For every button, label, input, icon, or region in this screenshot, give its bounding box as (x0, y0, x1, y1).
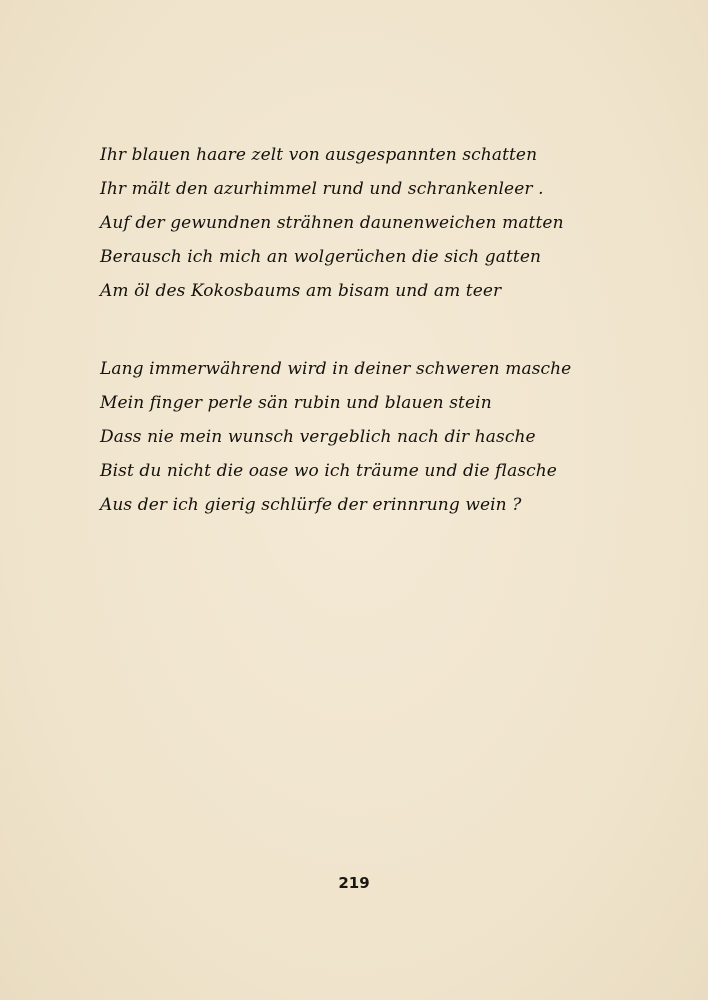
poem-line: Aus der ich gierig schlürfe der erinnrung wein ? (100, 495, 522, 515)
poem-line: Auf der gewundnen strähnen daunenweichen matten (100, 213, 564, 233)
poem-line: Dass nie mein wunsch vergeblich nach dir hasche (100, 427, 536, 447)
poem-line: Mein finger perle sän rubin und blauen stein (100, 393, 492, 413)
poem-line: Bist du nicht die oase wo ich träume und die flasche (100, 461, 557, 481)
poem-line: Ihr blauen haare zelt von ausgespannten schatten (100, 145, 538, 165)
page-number: 219 (338, 874, 370, 892)
stanza-2 (100, 352, 620, 522)
poem-line: Ihr mält den azurhimmel rund und schrankenleer . (100, 179, 544, 199)
poem-line: Berausch ich mich an wolgerüchen die sich gatten (100, 247, 542, 267)
poem-line: Am öl des Kokosbaums am bisam und am teer (100, 281, 502, 301)
stanza-1 (100, 138, 620, 308)
poem-line: Lang immerwährend wird in deiner schweren masche (100, 359, 572, 379)
